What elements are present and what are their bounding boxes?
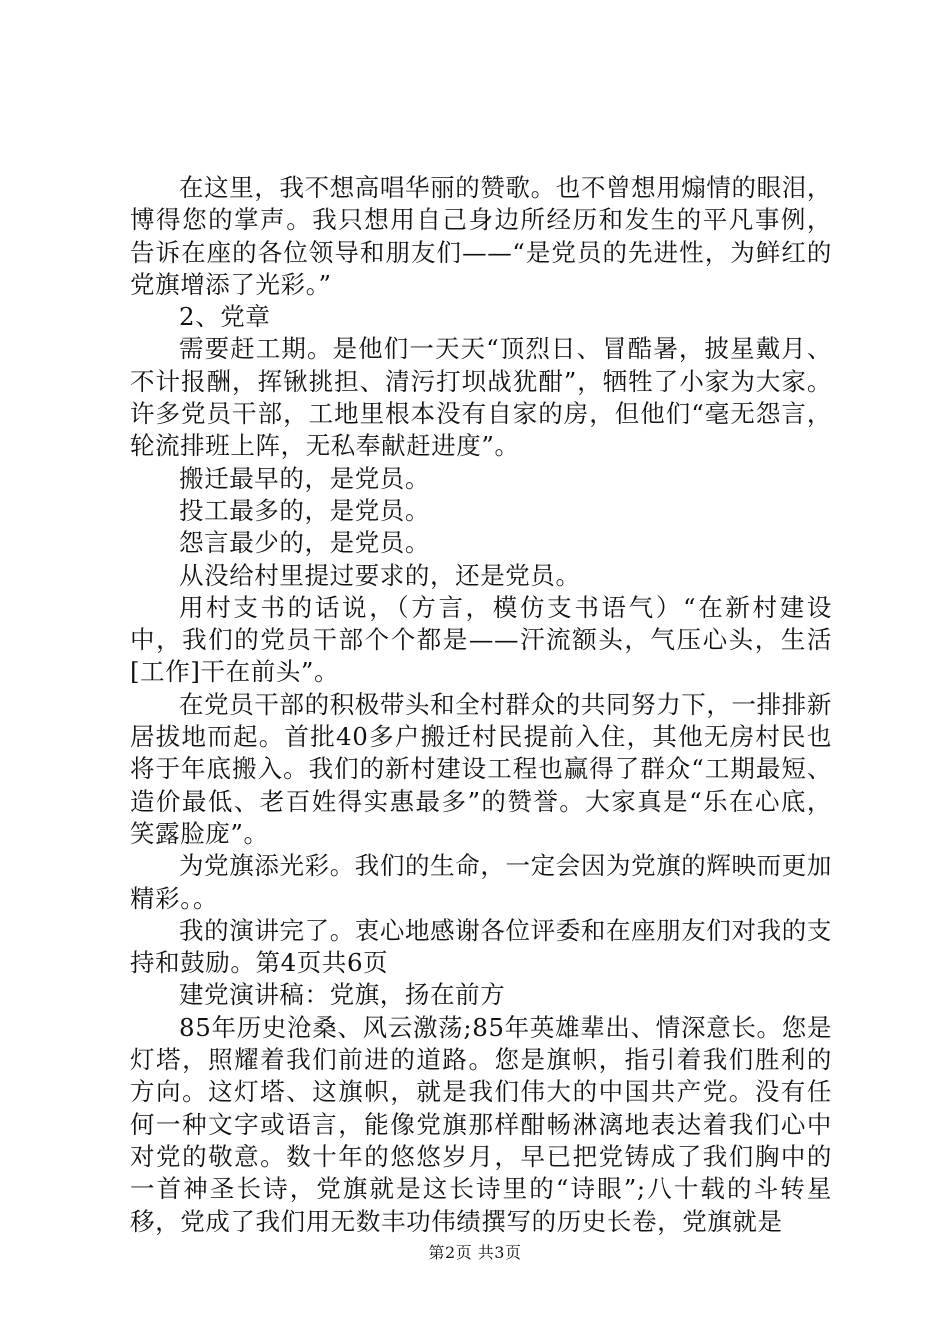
paragraph-intro: 在这里，我不想高唱华丽的赞歌。也不曾想用煽情的眼泪，博得您的掌声。我只想用自己身边所经历和发生的平凡事例，告诉在座的各位领导和朋友们——“是党员的先进性，为鲜红的党旗增添了光彩。” (130, 173, 832, 299)
paragraph-no-requests: 从没给村里提过要求的，还是党员。 (179, 560, 581, 590)
paragraph-new-homes: 在党员干部的积极带头和全村群众的共同努力下，一排排新居拔地而起。首批40多户搬迁村民提前入住，其他无房村民也将于年底搬入。我们的新村建设工程也赢得了群众“工期最短、造价最低、老百姓得实惠最多”的赞誉。大家真是“乐在心底，笑露脸庞”。 (130, 689, 832, 848)
paragraph-most-labor: 投工最多的，是党员。 (179, 495, 430, 525)
paragraph-fewest-complaints: 怨言最少的，是党员。 (179, 528, 430, 558)
page-footer: 第2页 共3页 (428, 1243, 522, 1262)
paragraph-closing-thanks: 我的演讲完了。衷心地感谢各位评委和在座朋友们对我的支持和鼓励。第4页共6页 (130, 915, 832, 978)
paragraph-work-schedule: 需要赶工期。是他们一天天“顶烈日、冒酷暑，披星戴月、不计报酬，挥锹挑担、清污打坝战犹酣”，牺牲了小家为大家。许多党员干部，工地里根本没有自家的房，但他们“毫无怨言，轮流排班上阵，无私奉献赶进度”。 (130, 334, 832, 461)
speech-title: 建党演讲稿：党旗，扬在前方 (179, 980, 506, 1010)
document-body (130, 172, 832, 1238)
paragraph-earliest-relocation: 搬迁最早的，是党员。 (179, 463, 430, 493)
section-heading-party-constitution: 2、党章 (179, 302, 271, 332)
paragraph-village-secretary-quote: 用村支书的话说，（方言，模仿支书语气）“在新村建设中，我们的党员干部个个都是——汗流额头，气压心头，生活[工作]干在前头”。 (130, 592, 832, 687)
paragraph-85-years: 85年历史沧桑、风云激荡;85年英雄辈出、情深意长。您是灯塔，照耀着我们前进的道路。您是旗帜，指引着我们胜利的方向。这灯塔、这旗帜，就是我们伟大的中国共产党。没有任何一种文字或语言，能像党旗那样酣畅淋漓地表达着我们心中对党的敬意。数十年的悠悠岁月，早已把党铸成了我们胸中的一首神圣长诗，党旗就是这长诗里的“诗眼”;八十载的斗转星移，党成了我们用无数丰功伟绩撰写的历史长卷，党旗就是 (130, 1012, 832, 1236)
paragraph-add-glory: 为党旗添光彩。我们的生命，一定会因为党旗的辉映而更加精彩。。 (130, 851, 832, 913)
